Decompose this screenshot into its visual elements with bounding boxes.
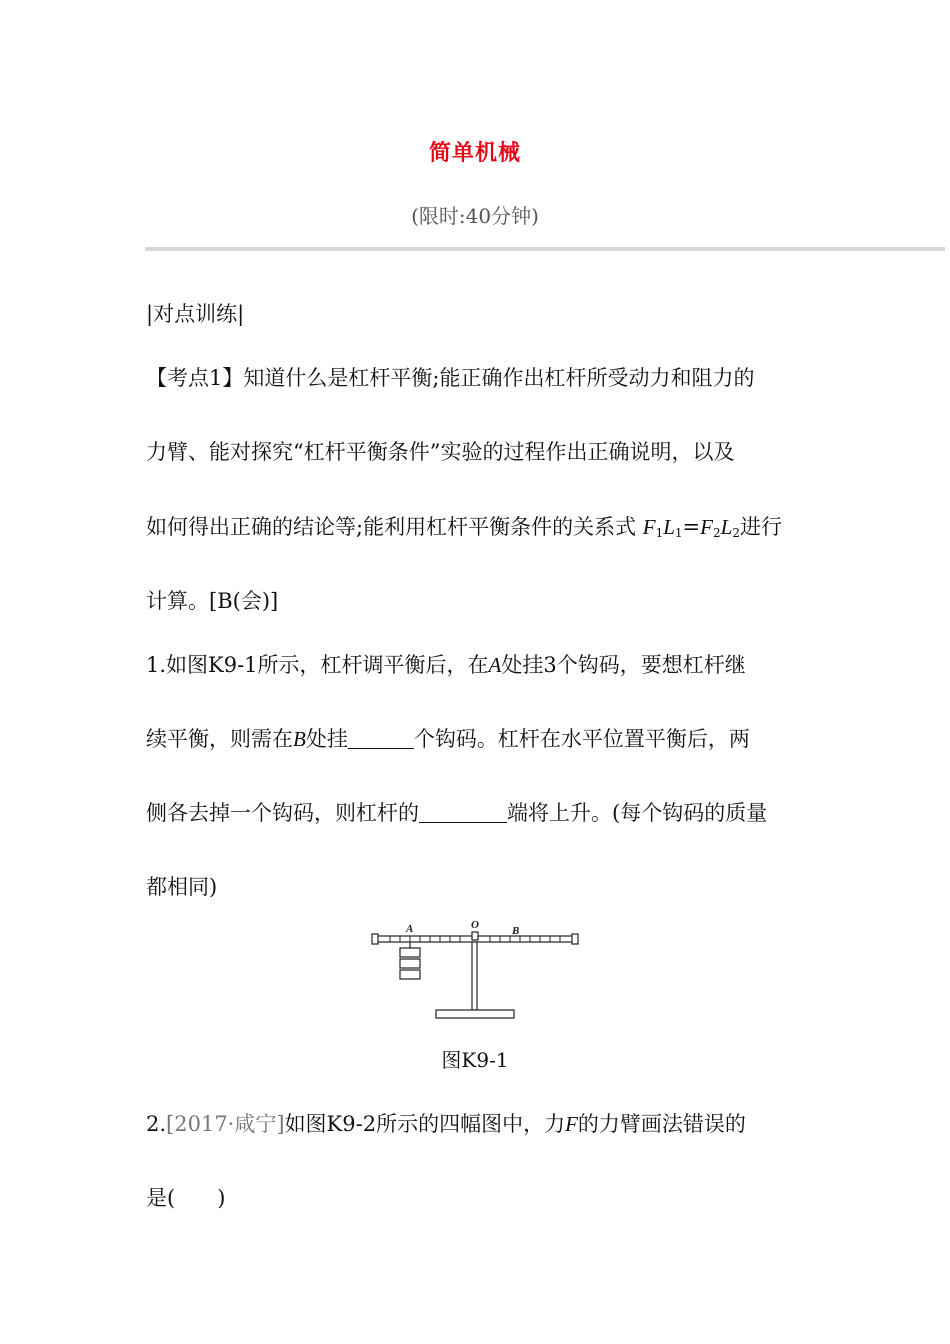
q1-text-1a: 1.如图K9-1所示，杠杆调平衡后，在 — [146, 653, 489, 677]
header-divider — [145, 247, 945, 251]
lever-figure — [370, 912, 582, 1024]
answer-blank-2[interactable] — [419, 801, 507, 823]
answer-blank-1[interactable] — [348, 727, 414, 749]
kaodian-line-3 — [146, 511, 782, 541]
q1-line-1 — [146, 649, 746, 679]
q1-text-2b: 处挂 — [305, 727, 348, 751]
q2-text-1b: 如图K9-2所示的四幅图中，力 — [284, 1112, 566, 1136]
formula-f2: F — [700, 515, 713, 539]
formula-f2-sub: 2 — [712, 526, 721, 540]
kaodian-line-1 — [146, 362, 754, 392]
left-balance-nut — [372, 934, 378, 944]
weight-3 — [400, 970, 420, 979]
q2-number: 2. — [146, 1112, 167, 1136]
page-title: 简单机械 — [428, 140, 521, 166]
q1-line-3 — [146, 797, 767, 827]
formula-l1: L — [663, 515, 675, 539]
q1-text-2c: 个钩码。杠杆在水平位置平衡后，两 — [413, 727, 750, 751]
stand-pole — [472, 942, 477, 1010]
right-balance-nut — [572, 934, 578, 944]
q1-line-2 — [146, 723, 750, 753]
q1-text-2a: 续平衡，则需在 — [146, 727, 293, 751]
label-a: A — [406, 923, 414, 935]
formula-l2-sub: 2 — [732, 526, 740, 540]
section-label: |对点训练| — [146, 302, 245, 326]
figure-caption: 图K9-1 — [441, 1048, 509, 1072]
q2-text-1c: 的力臂画法错误的 — [577, 1112, 746, 1136]
q1-text-1b: 处挂3个钩码，要想杠杆继 — [501, 653, 746, 677]
kaodian-tag: 【考点1】 — [146, 366, 244, 390]
weight-1 — [400, 948, 420, 957]
formula-eq: = — [682, 515, 701, 539]
q1-line-4: 都相同) — [146, 875, 218, 899]
kaodian-line-2: 力臂、能对探究“杠杆平衡条件”实验的过程作出正确说明，以及 — [146, 440, 735, 464]
kaodian-line-4: 计算。[B(会)] — [146, 589, 279, 613]
q1-point-a: A — [488, 653, 502, 677]
stand-base — [436, 1010, 514, 1018]
formula-l1-sub: 1 — [674, 526, 683, 540]
q2-source: [2017·咸宁] — [166, 1112, 285, 1136]
pivot-o — [472, 932, 478, 940]
label-b: B — [512, 925, 520, 937]
label-o: O — [471, 919, 479, 931]
kaodian-text-1: 知道什么是杠杆平衡;能正确作出杠杆所受动力和阻力的 — [243, 366, 755, 390]
q1-text-3a: 侧各去掉一个钩码，则杠杆的 — [146, 801, 419, 825]
q2-force: F — [565, 1112, 578, 1136]
formula-f1: F — [642, 515, 656, 539]
weight-2 — [400, 959, 420, 968]
q1-text-3b: 端将上升。(每个钩码的质量 — [507, 801, 768, 825]
time-limit: (限时:40分钟) — [411, 204, 539, 228]
kaodian-text-3a: 如何得出正确的结论等;能利用杠杆平衡条件的关系式 — [146, 515, 643, 539]
q1-point-b: B — [293, 727, 306, 751]
q2-line-2: 是( ) — [146, 1186, 226, 1210]
q2-line-1 — [146, 1108, 746, 1138]
formula-f1-sub: 1 — [655, 526, 664, 540]
kaodian-text-3b: 进行 — [739, 515, 782, 539]
formula-l2: L — [720, 515, 733, 539]
